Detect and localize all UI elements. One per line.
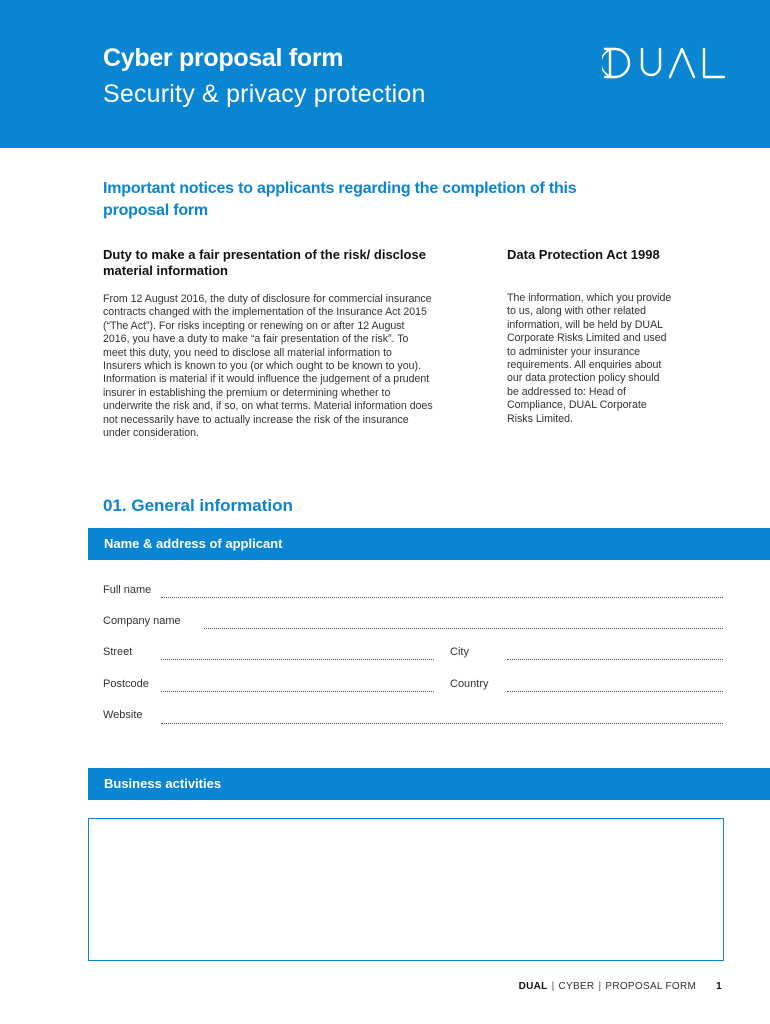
data-protection-text: The information, which you provide to us, along with other related information, will be held by DUAL Corporate Risks Limited and used to administer your insurance requirements. All enquiries about our data protection policy should be addressed to: Head of Compliance, DUAL Corporate Risks Limited. xyxy=(507,292,672,425)
section-title-general-information: 01. General information xyxy=(103,496,293,515)
duty-heading: Duty to make a fair presentation of the risk/ disclose material information xyxy=(103,247,426,278)
city-field[interactable] xyxy=(507,659,723,660)
website-field[interactable] xyxy=(161,723,723,724)
postcode-field[interactable] xyxy=(161,691,434,692)
notices-heading: Important notices to applicants regarding the completion of this proposal form xyxy=(103,180,577,219)
country-label: Country xyxy=(450,678,489,690)
footer-separator: | xyxy=(551,981,555,992)
form-title: Cyber proposal form xyxy=(103,44,344,72)
applicant-section-bar: Name & address of applicant xyxy=(88,528,770,560)
duty-text: From 12 August 2016, the duty of disclosure for commercial insurance contracts changed with the implementation of the Insurance Act 2015 (“The Act”). For risks incepting or renewing on or after 12 August 2016, you have a duty to make “a fair presentation of the risk”. To meet this duty, you need to disclose all material information to Insurers which is known to you (or which ought to be known to you). Information is material if it would influence the judgement of a prudent insurer in establishing the premium or determining whether to underwrite the risk and, if so, on what terms. Material information does not necessarily have to actually increase the risk of the insurance under consideration. xyxy=(103,293,433,440)
country-field[interactable] xyxy=(507,691,723,692)
street-label: Street xyxy=(103,646,133,658)
page-footer xyxy=(519,981,722,992)
company-name-field[interactable] xyxy=(204,628,723,629)
full-name-label: Full name xyxy=(103,584,152,596)
footer-product: CYBER xyxy=(558,981,595,992)
dual-logo-icon xyxy=(602,46,726,80)
full-name-field[interactable] xyxy=(161,597,723,598)
page-header xyxy=(0,0,770,148)
data-protection-heading: Data Protection Act 1998 xyxy=(507,247,660,262)
dual-logo-text: DUAL xyxy=(602,46,605,47)
footer-separator-2: | xyxy=(598,981,602,992)
business-activities-textbox[interactable] xyxy=(88,818,724,961)
footer-doc-name: PROPOSAL FORM xyxy=(605,981,697,992)
company-name-label: Company name xyxy=(103,615,181,627)
street-field[interactable] xyxy=(161,659,434,660)
form-subtitle: Security & privacy protection xyxy=(103,80,426,108)
city-label: City xyxy=(450,646,469,658)
business-activities-bar: Business activities xyxy=(88,768,770,800)
postcode-label: Postcode xyxy=(103,678,149,690)
footer-brand: DUAL xyxy=(518,981,548,992)
page-number: 1 xyxy=(716,981,722,992)
website-label: Website xyxy=(103,709,143,721)
